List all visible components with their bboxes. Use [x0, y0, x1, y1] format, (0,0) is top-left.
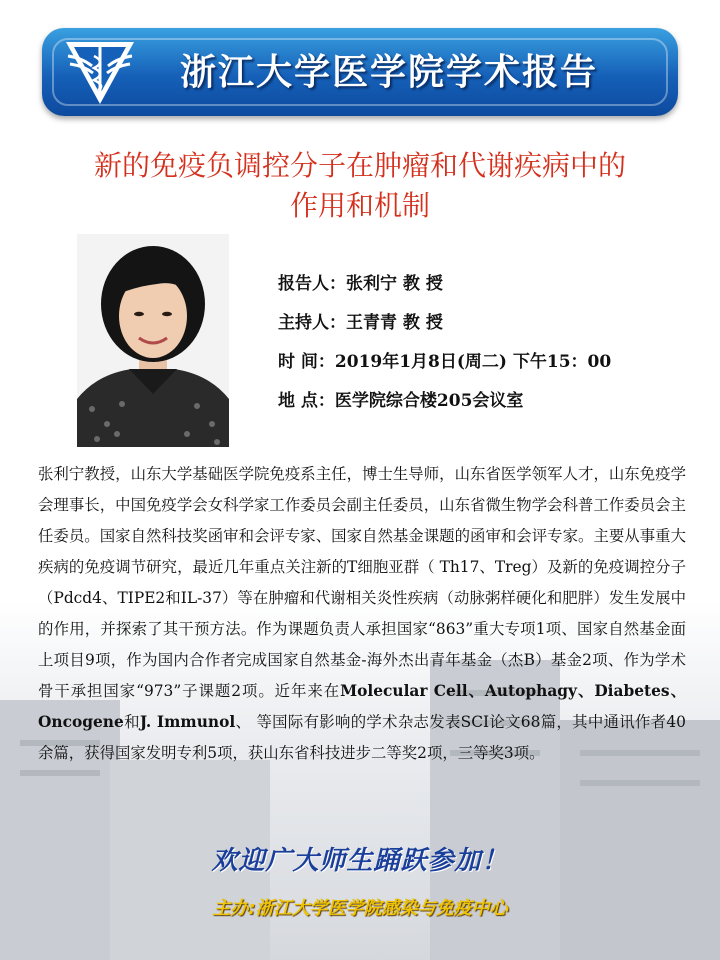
journal-oncogene: Oncogene	[38, 713, 124, 731]
bio-text-part2: 、 等国际有影响的学术杂志发表SCI论文68篇，其中通讯作者40余篇，获得国家发明专利5项，获山东省科技进步二等奖2项，三等奖3项。	[38, 713, 686, 762]
bio-text-part1: 张利宁教授，山东大学基础医学院免疫系主任，博士生导师，山东省医学领军人才，山东免疫学会理事长，中国免疫学会女科学家工作委员会副主任委员，山东省微生物学会科普工作委员会主任委员。国家自然科技奖函审和会评专家、国家自然基金课题的函审和会评专家。主要从事重大疾病的免疫调节研究，最近几年重点关注新的T细胞亚群（ Th17、Treg）及新的免疫调控分子（Pdcd4、TIPE2和IL-37）等在肿瘤和代谢相关炎性疾病（动脉粥样硬化和肥胖）发生发展中的作用，并探索了其干预方法。作为课题负责人承担国家“863”重大专项1项、国家自然基金面上项目9项，作为国内合作者完成国家自然基金-海外杰出青年基金（杰B）基金2项、作为学术骨干承担国家“973”子课题2项。近年来在	[38, 465, 686, 700]
banner-title: 浙江大学医学院学术报告	[180, 52, 599, 93]
time-row: 时 间：2019年1月8日(周二) 下午15：00	[278, 352, 612, 372]
host-row: 主持人：王青青 教 授	[278, 313, 443, 333]
journal-separator: 和	[123, 713, 140, 731]
journal-separator: 、	[577, 682, 595, 700]
speaker-photo	[77, 234, 229, 447]
speaker-bio	[38, 459, 686, 769]
journal-molecular-cell: Molecular Cell	[340, 682, 468, 700]
speaker-row: 报告人：张利宁 教 授	[278, 274, 443, 294]
welcome-message: 欢迎广大师生踊跃参加！	[211, 846, 509, 876]
journal-j-immunol: J. Immunol	[139, 713, 236, 731]
talk-info-block	[278, 270, 698, 426]
venue-row: 地 点：医学院综合楼205会议室	[278, 391, 524, 411]
journal-diabetes: Diabetes	[594, 682, 670, 700]
journal-separator: 、	[669, 682, 686, 700]
zju-medical-caduceus-icon	[62, 36, 138, 108]
journal-autophagy: Autophagy	[484, 682, 577, 700]
talk-title-line1: 新的免疫负调控分子在肿瘤和代谢疾病中的	[93, 149, 626, 182]
talk-title-line2: 作用和机制	[289, 189, 430, 222]
talk-title	[40, 146, 680, 226]
organizer-line: 主办:浙江大学医学院感染与免疫中心	[212, 898, 508, 919]
journal-separator: 、	[467, 682, 485, 700]
